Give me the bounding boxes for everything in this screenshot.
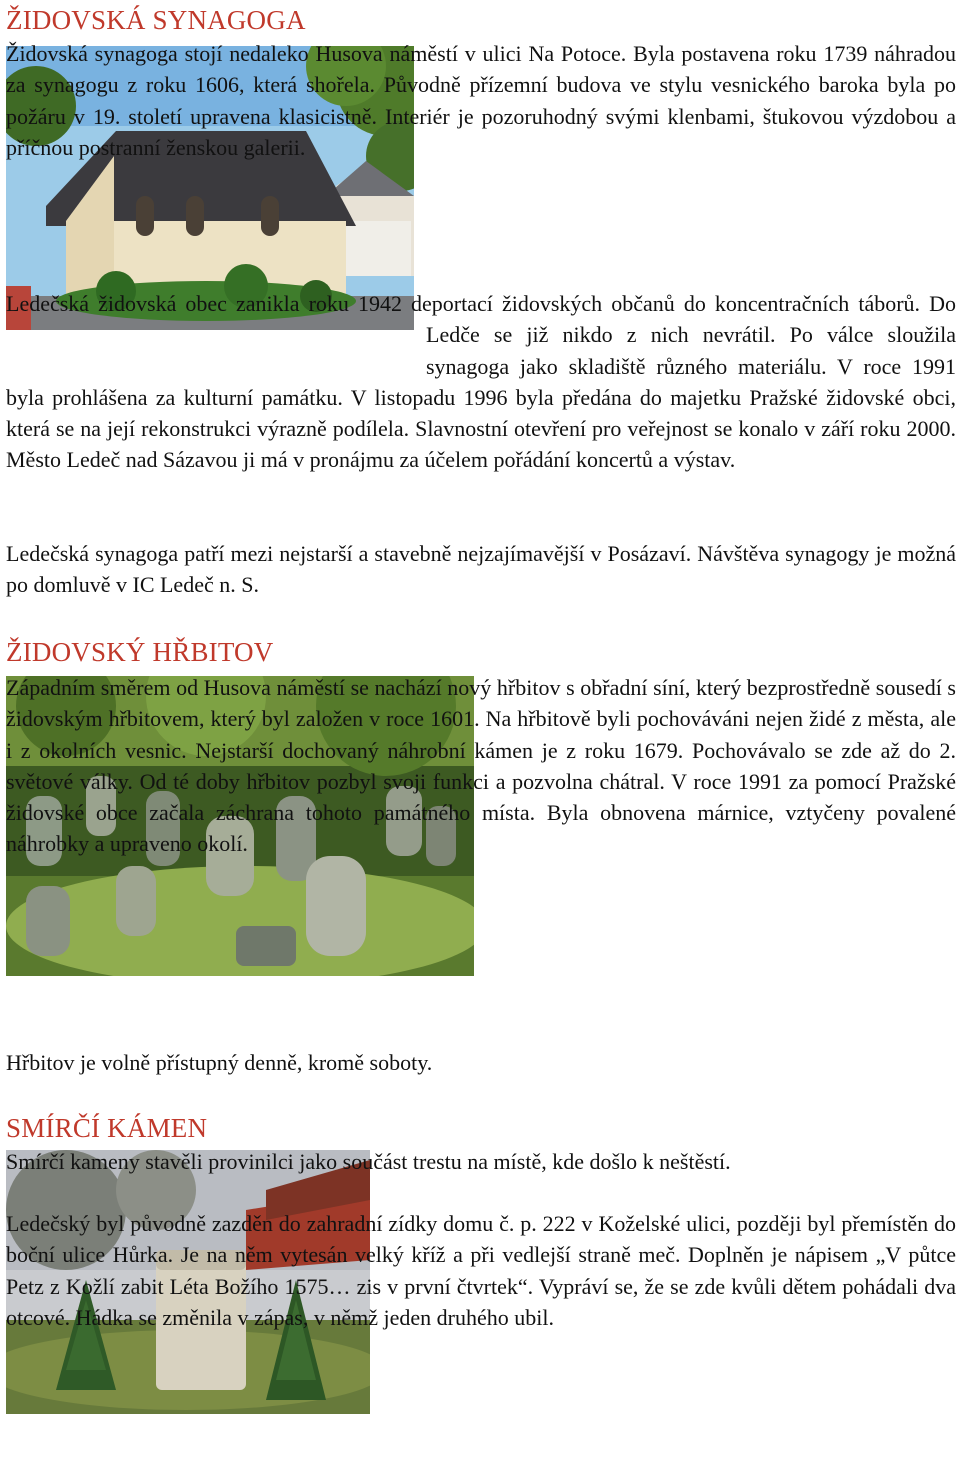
kamen-text-1: Smírčí kameny stavěli provinilci jako součást trestu na místě, kde došlo k neštěstí. xyxy=(6,1149,731,1174)
kamen-text-2: Ledečský byl původně zazděn do zahradní zídky domu č. p. 222 v Koželské ulici, později byl přemístěn do boční ulice Hůrka. Je na něm vytesán velký kříž a při vedlejší straně meč. Doplněn je nápisem „V půtce Petz z Kožlí zabit Léta Božího 1575… zis v první čtvrtek“. Vypráví se, že se zde kvůli dětem pohádali dva otcové. Hádka se změnila v zápas, v němž jeden druhého ubil. xyxy=(6,1211,956,1330)
heading-kamen: SMÍRČÍ KÁMEN xyxy=(6,1113,208,1143)
heading-synagoga: ŽIDOVSKÁ SYNAGOGA xyxy=(6,5,306,35)
hrbitov-paragraph-1 xyxy=(6,672,956,973)
synagoga-paragraph-3: Ledečská synagoga patří mezi nejstarší a stavebně nejzajímavější v Posázaví. Návštěva synagogy je možná po domluvě v IC Ledeč n. S. xyxy=(6,541,956,598)
hrbitov-paragraph-2: Hřbitov je volně přístupný denně, kromě soboty. xyxy=(6,1050,433,1075)
kamen-paragraph-2 xyxy=(6,1208,956,1425)
heading-hrbitov: ŽIDOVSKÝ HŘBITOV xyxy=(6,637,274,667)
synagoga-text-1: Židovská synagoga stojí nedaleko Husova náměstí v ulici Na Potoce. Byla postavena roku 1739 náhradou za synagogu z roku 1606, která shořela. Původně přízemní budova ve stylu vesnického baroka byla po požáru v 19. století upravena klasicistně. Interiér je pozoruhodný svými klenbami, štukovou výzdobou a příčnou postranní ženskou galerii. xyxy=(6,41,956,160)
synagoga-paragraph-2 xyxy=(6,288,956,476)
kamen-paragraph-1 xyxy=(6,1146,956,1207)
synagoga-text-2: Ledečská židovská obec zanikla roku 1942 deportací židovských občanů do koncentračních táborů. Do Ledče se již nikdo z nich nevrátil. Po válce sloužila synagoga jako skladiště různého materiálu. V roce 1991 byla prohlášena za kulturní památku. V listopadu 1996 byla předána do majetku Pražské židovské obci, která se na její rekonstrukci výrazně podílela. Slavnostní otevření pro veřejnost se konalo v září roku 2000. Město Ledeč nad Sázavou ji má v pronájmu za účelem pořádání koncertů a výstav. xyxy=(6,291,956,473)
synagoga-paragraph-1 xyxy=(6,38,956,319)
hrbitov-text-1: Západním směrem od Husova náměstí se nachází nový hřbitov s obřadní síní, který bezprostředně sousedí s židovským hřbitovem, který byl založen v roce 1601. Na hřbitově byli pochováváni nejen židé z města, ale i z okolních vesnic. Nejstarší dochovaný náhrobní kámen je z roku 1679. Pochovávalo se zde až do 2. světové války. Od té doby hřbitov pozbyl svoji funkci a pozvolna chátral. V roce 1991 za pomocí Pražské židovské obce začala záchrana tohoto památného místa. Byla obnovena márnice, vztyčeny povalené náhrobky a upraveno okolí. xyxy=(6,675,956,857)
